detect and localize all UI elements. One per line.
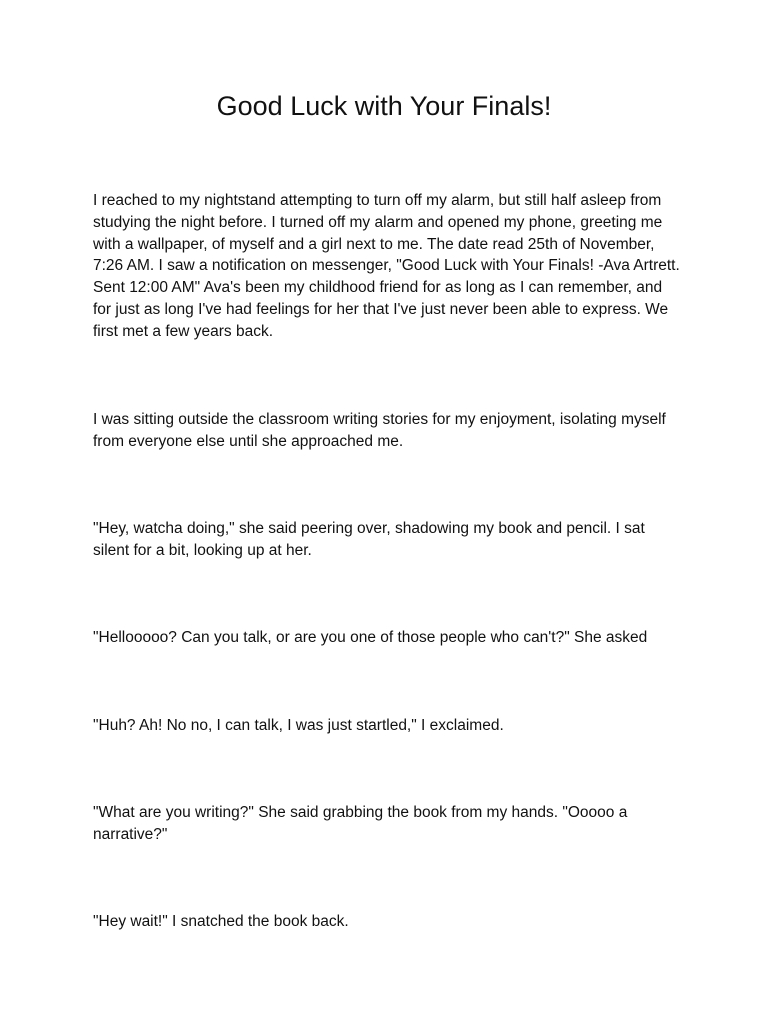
paragraph-7: "Hey wait!" I snatched the book back. — [93, 913, 349, 930]
paragraph-2: I was sitting outside the classroom writing stories for my enjoyment, isolating myself from everyone else until she approached me. — [93, 411, 666, 450]
paragraph-1: I reached to my nightstand attempting to turn off my alarm, but still half asleep from studying the night before. I turned off my alarm and opened my phone, greeting me with a wallpaper, of myself and a girl next to me. The date read 25th of November, 7:26 AM. I saw a notification on messenger, "Good Luck with Your Finals! -Ava Artrett. Sent 12:00 AM" Ava's been my childhood friend for as long as I can remember, and for just as long I've had feelings for her that I've just never been able to express. We first met a few years back. — [93, 192, 680, 340]
document-title: Good Luck with Your Finals! — [216, 91, 552, 121]
paragraph-3: "Hey, watcha doing," she said peering over, shadowing my book and pencil. I sat silent for a bit, looking up at her. — [93, 520, 645, 559]
paragraph-5: "Huh? Ah! No no, I can talk, I was just startled," I exclaimed. — [93, 717, 504, 734]
paragraph-4: "Hellooooo? Can you talk, or are you one of those people who can't?" She asked — [93, 629, 648, 646]
paragraph-6: "What are you writing?" She said grabbing the book from my hands. "Ooooo a narrative?" — [93, 804, 628, 843]
